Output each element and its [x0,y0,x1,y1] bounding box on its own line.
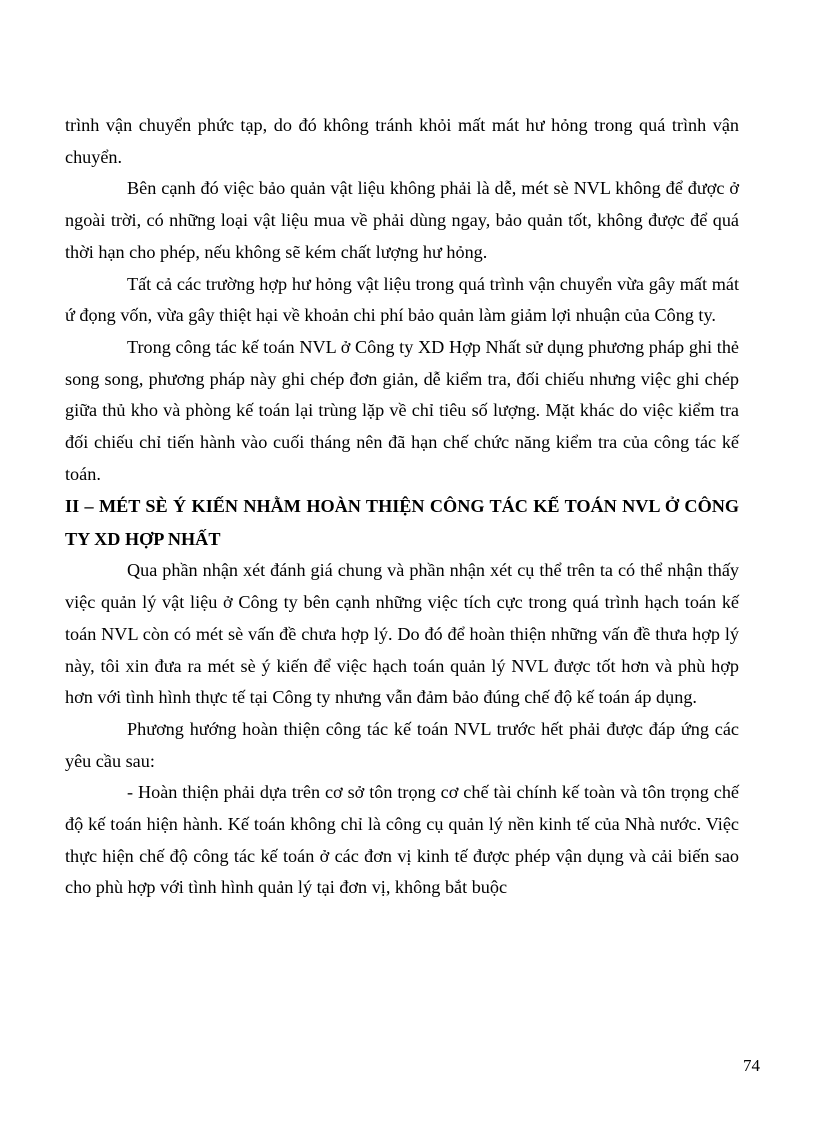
paragraph: Tất cả các trường hợp hư hỏng vật liệu trong quá trình vận chuyển vừa gây mất mát ứ đọng vốn, vừa gây thiệt hại về khoản chi phí bảo quản làm giảm lợi nhuận của Công ty. [65,273,739,326]
paragraph-list-item: - Hoàn thiện phải dựa trên cơ sở tôn trọng cơ chế tài chính kế toàn và tôn trọng chế độ kế toán hiện hành. Kế toán không chỉ là công cụ quản lý nền kinh tế của Nhà nước. Việc thực hiện chế độ công tác kế toán ở các đơn vị kinh tế được phép vận dụng và cải biến sao cho phù hợp với tình hình quản lý tại đơn vị, không bắt buộc [65,782,739,898]
page-body [65,110,739,904]
paragraph: Trong công tác kế toán NVL ở Công ty XD Hợp Nhất sử dụng phương pháp ghi thẻ song song, phương pháp này ghi chép đơn giản, dễ kiểm tra, đối chiếu nhưng việc ghi chép giữa thủ kho và phòng kế toán lại trùng lặp về chỉ tiêu số lượng. Mặt khác do việc kiểm tra đối chiếu chỉ tiến hành vào cuối tháng nên đã hạn chế chức năng kiểm tra của công tác kế toán. [65,336,739,484]
paragraph: Phương hướng hoàn thiện công tác kế toán NVL trước hết phải được đáp ứng các yêu cầu sau: [65,718,739,771]
section-heading: II – MÉT SÈ Ý KIẾN NHẰM HOÀN THIỆN CÔNG TÁC KẾ TOÁN NVL Ở CÔNG TY XD HỢP NHẤT [65,496,739,549]
paragraph: Qua phần nhận xét đánh giá chung và phần nhận xét cụ thể trên ta có thể nhận thấy việc quản lý vật liệu ở Công ty bên cạnh những việc tích cực trong quá trình hạch toán kế toán NVL còn có mét sè vấn đề chưa hợp lý. Do đó để hoàn thiện những vấn đề thưa hợp lý này, tôi xin đưa ra mét sè ý kiến để việc hạch toán quản lý NVL được tốt hơn và phù hợp hơn với tình hình thực tế tại Công ty nhưng vẫn đảm bảo đúng chế độ kế toán áp dụng. [65,560,739,708]
paragraph-continuation: trình vận chuyển phức tạp, do đó không tránh khỏi mất mát hư hỏng trong quá trình vận chuyển. [65,115,739,167]
paragraph: Bên cạnh đó việc bảo quản vật liệu không phải là dễ, mét sè NVL không để được ở ngoài trời, có những loại vật liệu mua về phải dùng ngay, bảo quản tốt, không được để quá thời hạn cho phép, nếu không sẽ kém chất lượng hư hỏng. [65,178,739,262]
page-number: 74 [743,1056,760,1075]
